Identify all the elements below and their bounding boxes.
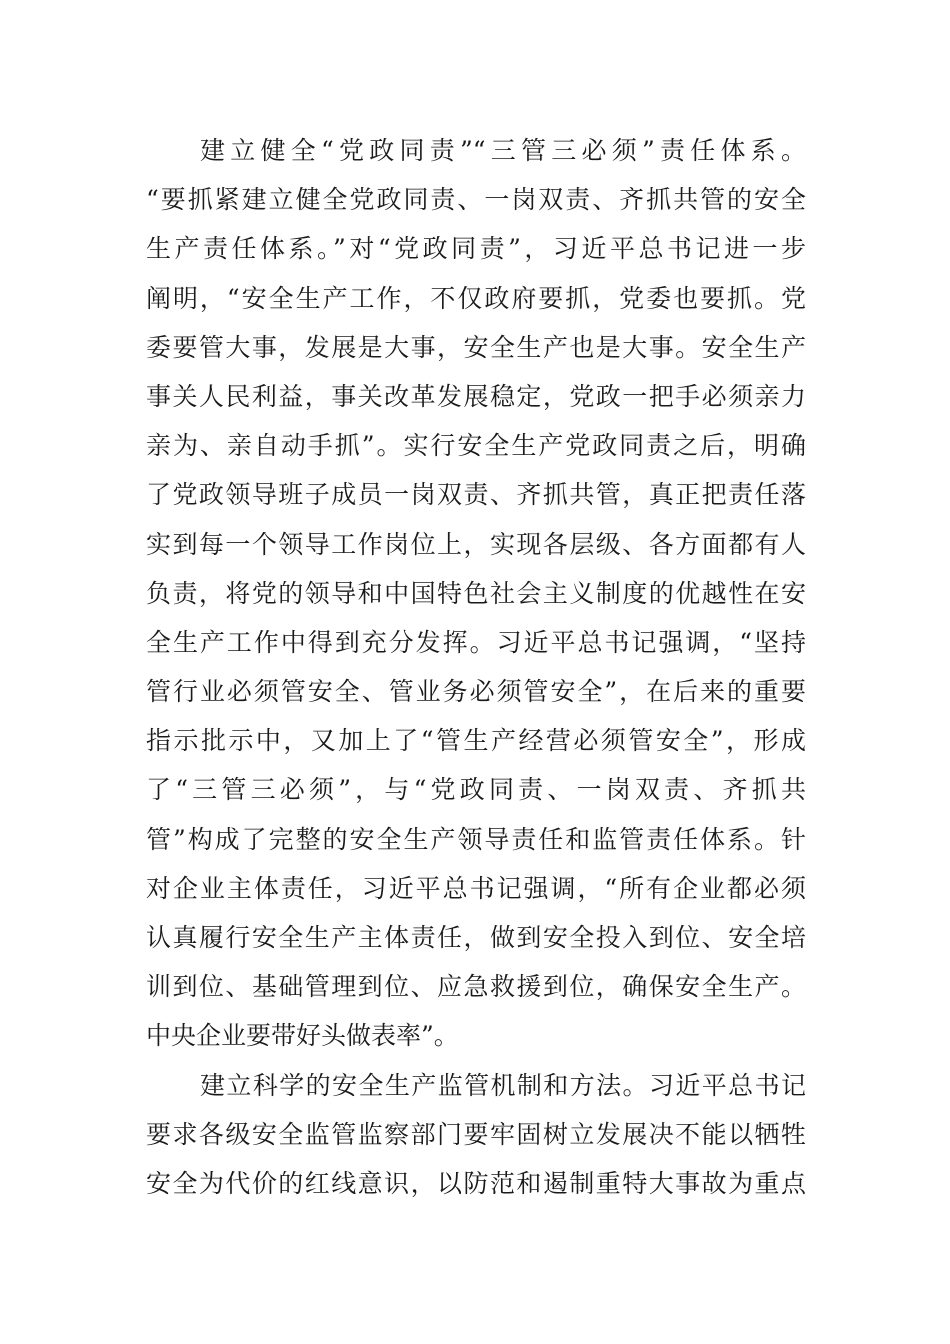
paragraph-line: 认真履行安全生产主体责任，做到安全投入到位、安全培 [146, 923, 806, 952]
paragraph-line: 负责，将党的领导和中国特色社会主义制度的优越性在安 [146, 578, 806, 608]
paragraph-line: 阐明，“安全生产工作，不仅政府要抓，党委也要抓。党 [146, 283, 806, 313]
paragraph-line: 管”构成了完整的安全生产领导责任和监管责任体系。针 [146, 824, 806, 854]
paragraph-line: 训到位、基础管理到位、应急救援到位，确保安全生产。 [146, 972, 806, 1002]
paragraph-1 [146, 126, 806, 1061]
paragraph-line: 管行业必须管安全、管业务必须管安全”，在后来的重要 [146, 677, 806, 707]
paragraph-line: 中央企业要带好头做表率”。 [146, 1021, 459, 1051]
paragraph-line: “要抓紧建立健全党政同责、一岗双责、齐抓共管的安全 [146, 185, 806, 215]
paragraph-line: 安全为代价的红线意识，以防范和遏制重特大事故为重点 [146, 1168, 806, 1198]
paragraph-line: 要求各级安全监管监察部门要牢固树立发展决不能以牺牲 [146, 1119, 806, 1149]
paragraph-line: 建立健全“党政同责”“三管三必须”责任体系。 [200, 136, 806, 165]
paragraph-line: 全生产工作中得到充分发挥。习近平总书记强调，“坚持 [146, 627, 806, 657]
paragraph-line: 生产责任体系。”对“党政同责”，习近平总书记进一步 [146, 234, 806, 264]
paragraph-line: 事关人民利益，事关改革发展稳定，党政一把手必须亲力 [146, 381, 806, 411]
paragraph-line: 亲为、亲自动手抓”。实行安全生产党政同责之后，明确 [146, 431, 806, 461]
paragraph-line: 了党政领导班子成员一岗双责、齐抓共管，真正把责任落 [146, 480, 806, 510]
paragraph-line: 委要管大事，发展是大事，安全生产也是大事。安全生产 [146, 332, 806, 362]
paragraph-2 [146, 1061, 806, 1209]
paragraph-line: 了“三管三必须”，与“党政同责、一岗双责、齐抓共 [146, 775, 806, 805]
paragraph-line: 实到每一个领导工作岗位上，实现各层级、各方面都有人 [146, 529, 806, 559]
paragraph-line: 建立科学的安全生产监管机制和方法。习近平总书记 [200, 1070, 806, 1100]
document-body [146, 126, 806, 1208]
paragraph-line: 指示批示中，又加上了“管生产经营必须管安全”，形成 [146, 726, 806, 756]
paragraph-line: 对企业主体责任，习近平总书记强调，“所有企业都必须 [146, 873, 806, 903]
